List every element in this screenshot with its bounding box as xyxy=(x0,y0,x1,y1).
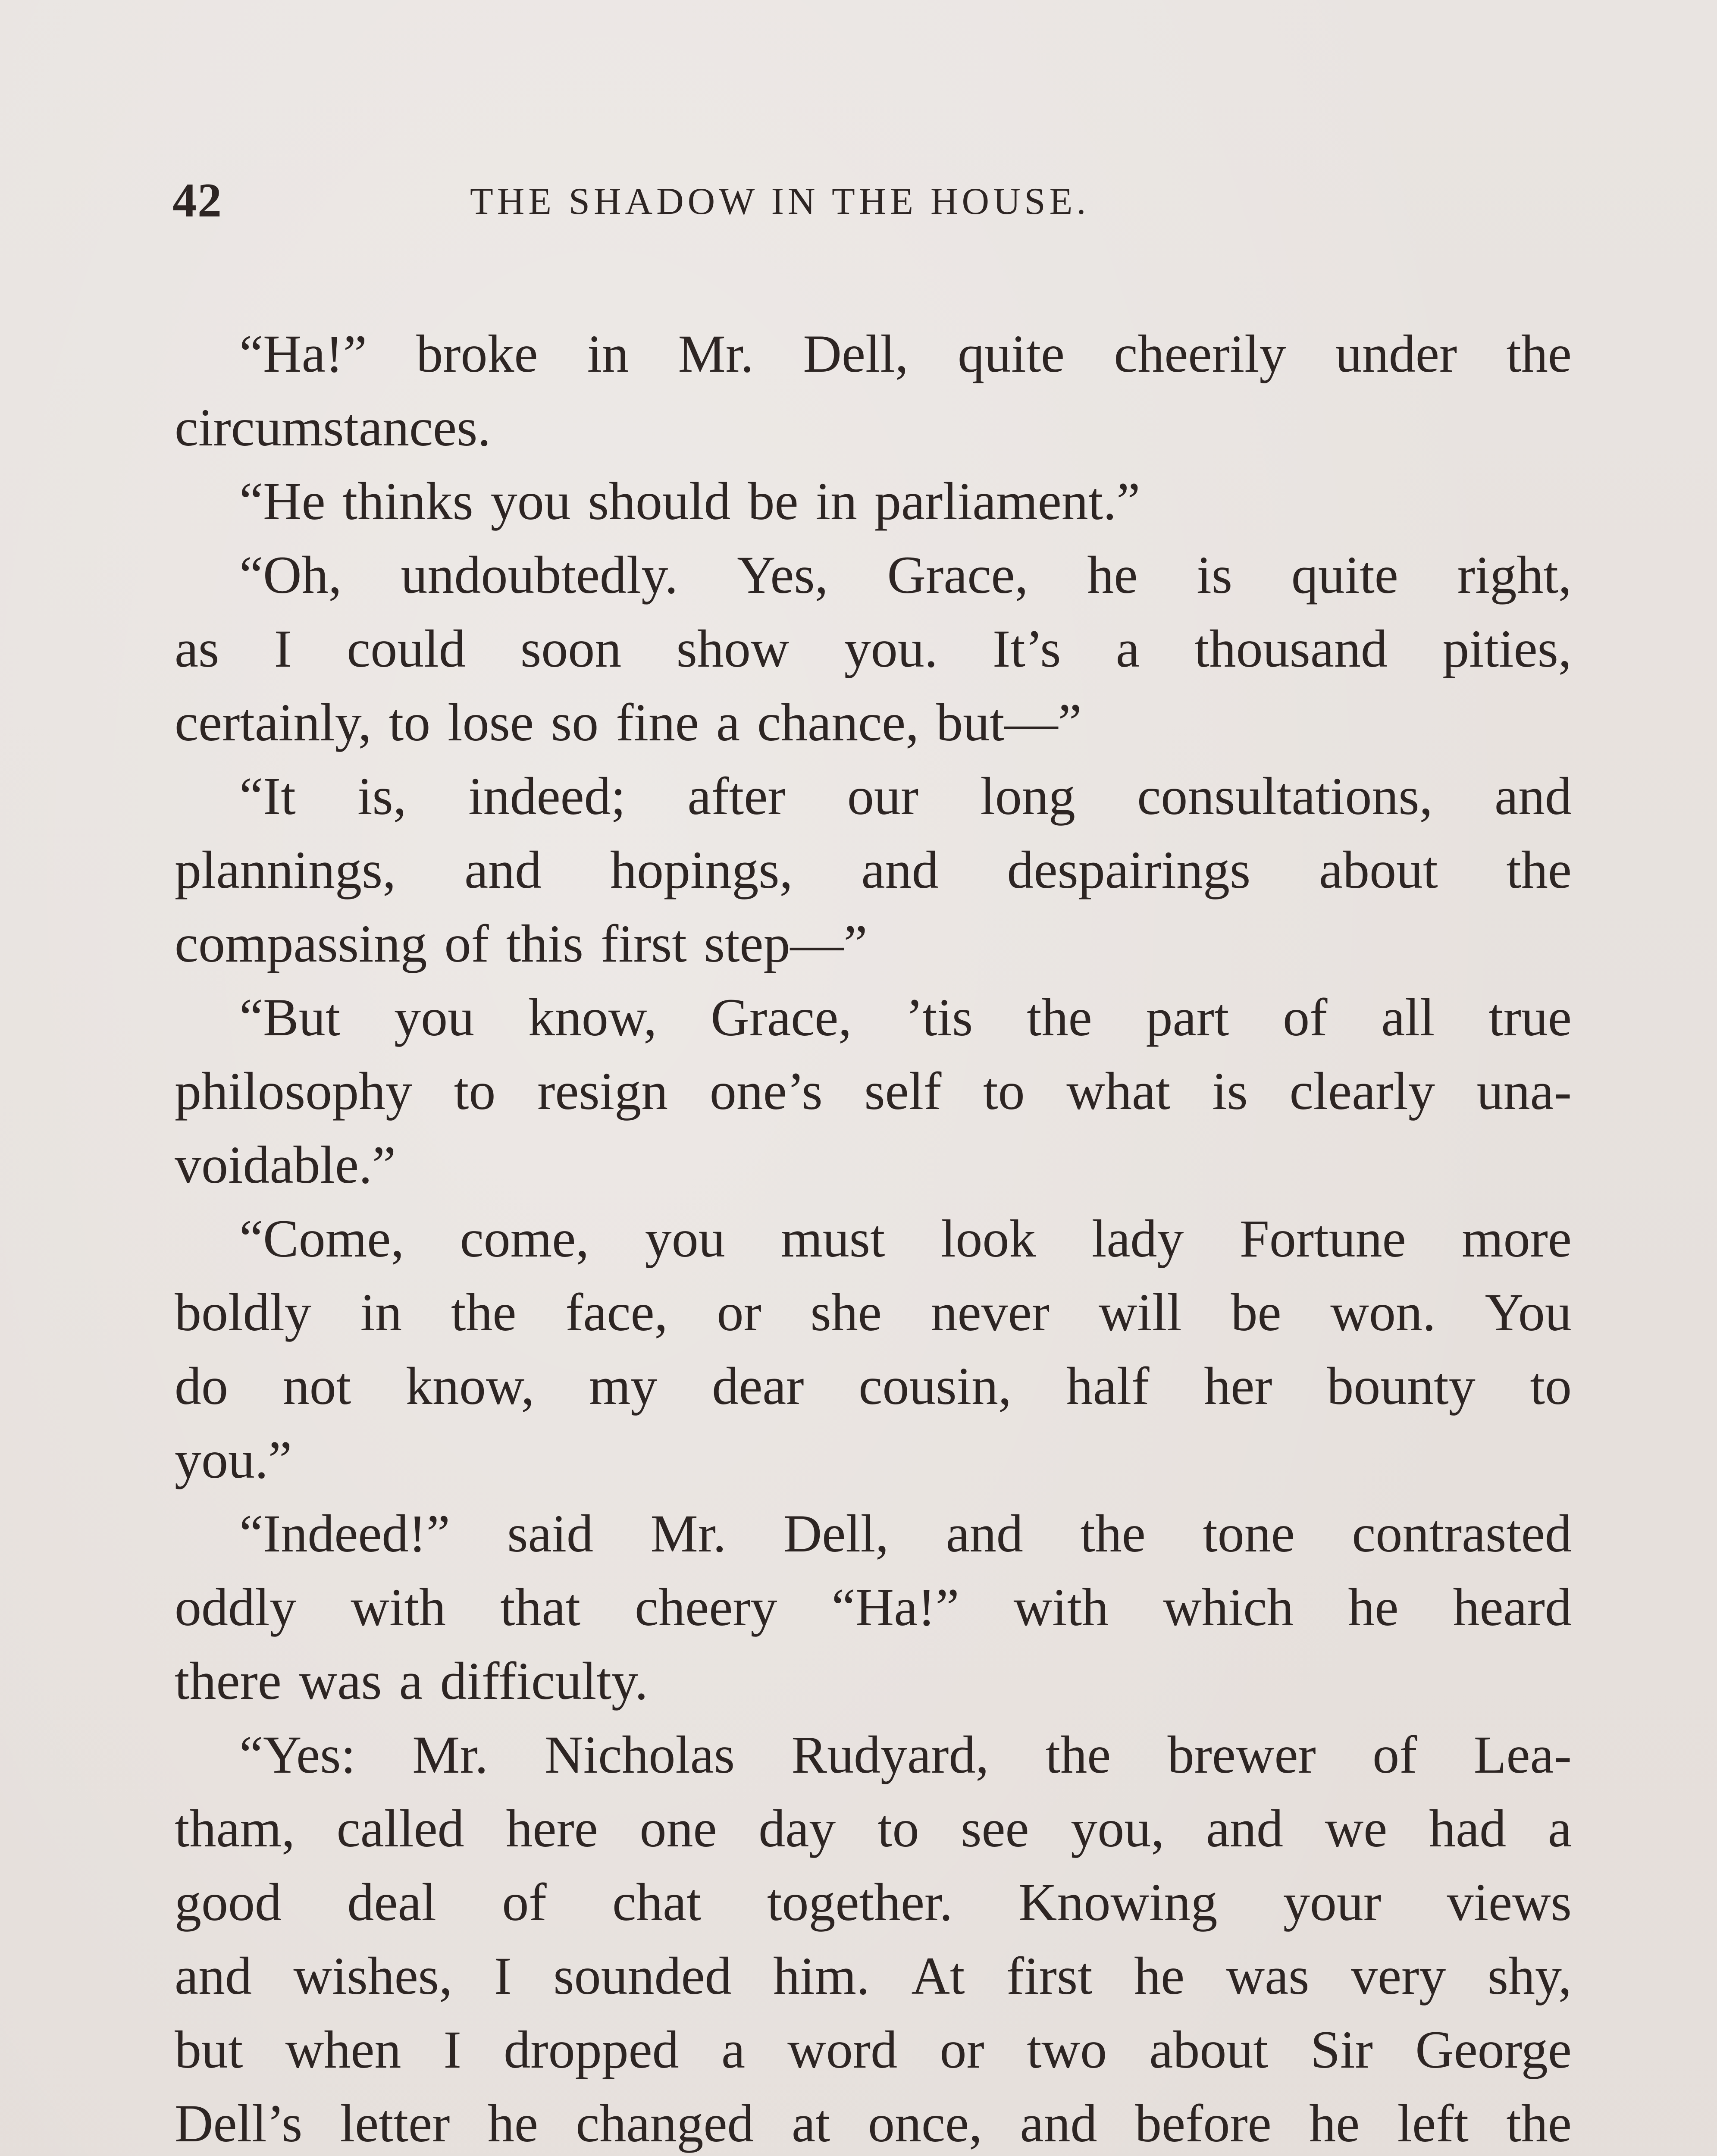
text-line: oddly with that cheery “Ha!” with which he heard xyxy=(175,1578,1572,1637)
text-line: “Indeed!” said Mr. Dell, and the tone contrasted xyxy=(239,1504,1572,1563)
text-line: and wishes, I sounded him. At first he was very shy, xyxy=(175,1946,1572,2006)
text-line: “Ha!” broke in Mr. Dell, quite cheerily under the xyxy=(239,324,1572,383)
page-number: 42 xyxy=(172,174,222,227)
text-line: “Oh, undoubtedly. Yes, Grace, he is quite right, xyxy=(239,545,1572,605)
text-line: “Come, come, you must look lady Fortune more xyxy=(239,1209,1572,1268)
text-line: “Yes: Mr. Nicholas Rudyard, the brewer of Lea- xyxy=(239,1725,1572,1784)
text-line: circumstances. xyxy=(175,398,491,457)
text-line: Dell’s letter he changed at once, and before he left the xyxy=(175,2094,1572,2153)
text-line: voidable.” xyxy=(175,1135,396,1194)
text-line: as I could soon show you. It’s a thousand pities, xyxy=(175,619,1572,678)
text-line: tham, called here one day to see you, and we had a xyxy=(175,1799,1572,1858)
body-text xyxy=(175,317,1572,2156)
text-line: good deal of chat together. Knowing your views xyxy=(175,1873,1572,1932)
text-line: “It is, indeed; after our long consultations, and xyxy=(239,767,1572,826)
text-line: “He thinks you should be in parliament.” xyxy=(239,472,1140,531)
running-head: THE SHADOW IN THE HOUSE. xyxy=(470,181,1090,222)
text-line: there was a difficulty. xyxy=(175,1651,648,1711)
text-line: plannings, and hopings, and despairings about the xyxy=(175,840,1572,899)
text-line: boldly in the face, or she never will be won. You xyxy=(175,1283,1572,1342)
text-line: you.” xyxy=(175,1430,292,1489)
text-line: compassing of this first step—” xyxy=(175,914,868,973)
text-line: “But you know, Grace, ’tis the part of all true xyxy=(239,988,1572,1047)
text-line: certainly, to lose so fine a chance, but—” xyxy=(175,693,1082,752)
page-header xyxy=(172,168,1565,233)
text-line: but when I dropped a word or two about Sir George xyxy=(175,2020,1572,2079)
text-line: do not know, my dear cousin, half her bounty to xyxy=(175,1357,1572,1416)
text-line: philosophy to resign one’s self to what is clearly una- xyxy=(175,1062,1572,1121)
